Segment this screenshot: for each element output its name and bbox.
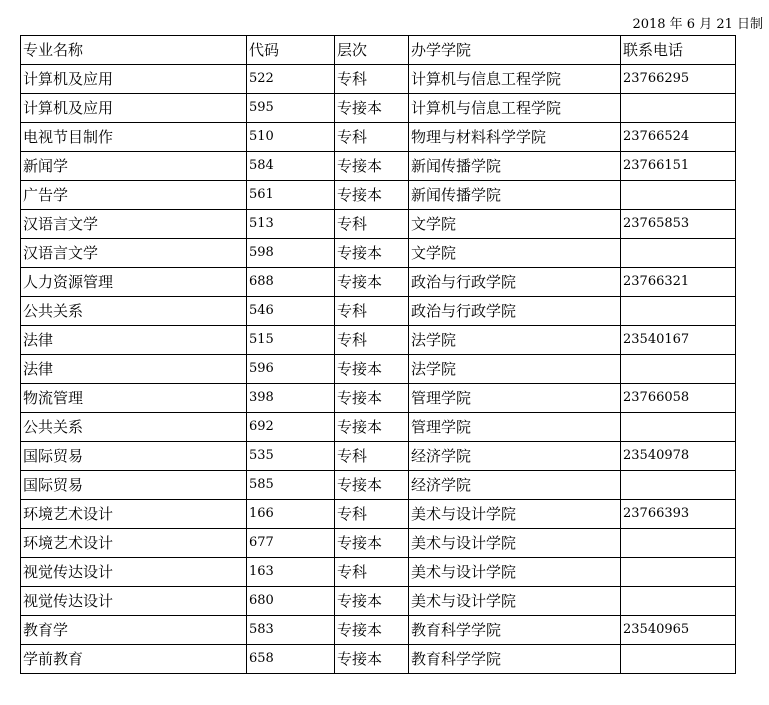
code-cell: 546: [247, 297, 335, 326]
table-row: [21, 529, 736, 558]
phone-cell: 23765853: [621, 210, 736, 239]
level-cell: 专接本: [335, 616, 409, 645]
college-cell: 文学院: [409, 210, 621, 239]
major-name-cell: 视觉传达设计: [21, 587, 247, 616]
table-row: [21, 471, 736, 500]
code-cell: 688: [247, 268, 335, 297]
college-cell: 物理与材料科学学院: [409, 123, 621, 152]
major-name-cell: 电视节目制作: [21, 123, 247, 152]
code-cell: 163: [247, 558, 335, 587]
table-row: [21, 587, 736, 616]
table-row: [21, 413, 736, 442]
table-row: [21, 239, 736, 268]
phone-cell: [621, 529, 736, 558]
code-cell: 513: [247, 210, 335, 239]
college-cell: 法学院: [409, 326, 621, 355]
header-phone: 联系电话: [621, 36, 736, 65]
code-cell: 596: [247, 355, 335, 384]
table-row: [21, 65, 736, 94]
level-cell: 专科: [335, 442, 409, 471]
level-cell: 专接本: [335, 471, 409, 500]
college-cell: 美术与设计学院: [409, 558, 621, 587]
level-cell: 专接本: [335, 355, 409, 384]
table-row: [21, 210, 736, 239]
major-name-cell: 计算机及应用: [21, 94, 247, 123]
major-name-cell: 人力资源管理: [21, 268, 247, 297]
phone-cell: 23540965: [621, 616, 736, 645]
code-cell: 561: [247, 181, 335, 210]
table-row: [21, 442, 736, 471]
phone-cell: 23766295: [621, 65, 736, 94]
code-cell: 515: [247, 326, 335, 355]
table-row: [21, 645, 736, 674]
phone-cell: [621, 94, 736, 123]
table-row: [21, 326, 736, 355]
table-row: [21, 558, 736, 587]
level-cell: 专接本: [335, 152, 409, 181]
major-name-cell: 视觉传达设计: [21, 558, 247, 587]
college-cell: 计算机与信息工程学院: [409, 65, 621, 94]
level-cell: 专接本: [335, 268, 409, 297]
college-cell: 美术与设计学院: [409, 529, 621, 558]
major-name-cell: 公共关系: [21, 297, 247, 326]
code-cell: 585: [247, 471, 335, 500]
level-cell: 专接本: [335, 413, 409, 442]
college-cell: 教育科学学院: [409, 645, 621, 674]
code-cell: 595: [247, 94, 335, 123]
major-name-cell: 汉语言文学: [21, 239, 247, 268]
major-name-cell: 国际贸易: [21, 471, 247, 500]
header-major-name: 专业名称: [21, 36, 247, 65]
level-cell: 专科: [335, 558, 409, 587]
table-row: [21, 123, 736, 152]
college-cell: 文学院: [409, 239, 621, 268]
phone-cell: [621, 471, 736, 500]
phone-cell: 23766524: [621, 123, 736, 152]
level-cell: 专科: [335, 500, 409, 529]
phone-cell: 23766321: [621, 268, 736, 297]
phone-cell: 23766058: [621, 384, 736, 413]
college-cell: 经济学院: [409, 471, 621, 500]
code-cell: 680: [247, 587, 335, 616]
level-cell: 专接本: [335, 384, 409, 413]
college-cell: 计算机与信息工程学院: [409, 94, 621, 123]
major-name-cell: 公共关系: [21, 413, 247, 442]
phone-cell: [621, 355, 736, 384]
table-row: [21, 268, 736, 297]
phone-cell: [621, 239, 736, 268]
college-cell: 美术与设计学院: [409, 587, 621, 616]
header-college: 办学学院: [409, 36, 621, 65]
table-row: [21, 94, 736, 123]
code-cell: 677: [247, 529, 335, 558]
college-cell: 法学院: [409, 355, 621, 384]
code-cell: 510: [247, 123, 335, 152]
level-cell: 专科: [335, 326, 409, 355]
phone-cell: [621, 645, 736, 674]
table-row: [21, 384, 736, 413]
phone-cell: [621, 413, 736, 442]
table-row: [21, 500, 736, 529]
code-cell: 658: [247, 645, 335, 674]
college-cell: 新闻传播学院: [409, 181, 621, 210]
college-cell: 管理学院: [409, 384, 621, 413]
level-cell: 专接本: [335, 239, 409, 268]
college-cell: 新闻传播学院: [409, 152, 621, 181]
level-cell: 专接本: [335, 587, 409, 616]
level-cell: 专接本: [335, 181, 409, 210]
code-cell: 398: [247, 384, 335, 413]
phone-cell: 23766151: [621, 152, 736, 181]
majors-table: [20, 35, 736, 674]
table-row: [21, 616, 736, 645]
date-line: 2018 年 6 月 21 日制: [632, 17, 763, 32]
table-row: [21, 181, 736, 210]
major-name-cell: 汉语言文学: [21, 210, 247, 239]
major-name-cell: 物流管理: [21, 384, 247, 413]
level-cell: 专科: [335, 123, 409, 152]
college-cell: 政治与行政学院: [409, 297, 621, 326]
level-cell: 专科: [335, 210, 409, 239]
major-name-cell: 计算机及应用: [21, 65, 247, 94]
level-cell: 专接本: [335, 645, 409, 674]
major-name-cell: 环境艺术设计: [21, 500, 247, 529]
major-name-cell: 国际贸易: [21, 442, 247, 471]
major-name-cell: 法律: [21, 355, 247, 384]
code-cell: 535: [247, 442, 335, 471]
code-cell: 583: [247, 616, 335, 645]
college-cell: 管理学院: [409, 413, 621, 442]
code-cell: 584: [247, 152, 335, 181]
phone-cell: 23540978: [621, 442, 736, 471]
college-cell: 美术与设计学院: [409, 500, 621, 529]
level-cell: 专接本: [335, 529, 409, 558]
college-cell: 政治与行政学院: [409, 268, 621, 297]
table-row: [21, 152, 736, 181]
table-row: [21, 297, 736, 326]
college-cell: 经济学院: [409, 442, 621, 471]
code-cell: 692: [247, 413, 335, 442]
phone-cell: [621, 587, 736, 616]
major-name-cell: 法律: [21, 326, 247, 355]
code-cell: 598: [247, 239, 335, 268]
major-name-cell: 学前教育: [21, 645, 247, 674]
level-cell: 专接本: [335, 94, 409, 123]
major-name-cell: 新闻学: [21, 152, 247, 181]
phone-cell: 23540167: [621, 326, 736, 355]
major-name-cell: 教育学: [21, 616, 247, 645]
phone-cell: [621, 297, 736, 326]
phone-cell: [621, 558, 736, 587]
major-name-cell: 广告学: [21, 181, 247, 210]
table-row: [21, 355, 736, 384]
level-cell: 专科: [335, 297, 409, 326]
phone-cell: 23766393: [621, 500, 736, 529]
level-cell: 专科: [335, 65, 409, 94]
header-code: 代码: [247, 36, 335, 65]
header-row: [21, 36, 736, 65]
code-cell: 166: [247, 500, 335, 529]
code-cell: 522: [247, 65, 335, 94]
header-level: 层次: [335, 36, 409, 65]
table-body: [21, 36, 736, 674]
major-name-cell: 环境艺术设计: [21, 529, 247, 558]
college-cell: 教育科学学院: [409, 616, 621, 645]
phone-cell: [621, 181, 736, 210]
